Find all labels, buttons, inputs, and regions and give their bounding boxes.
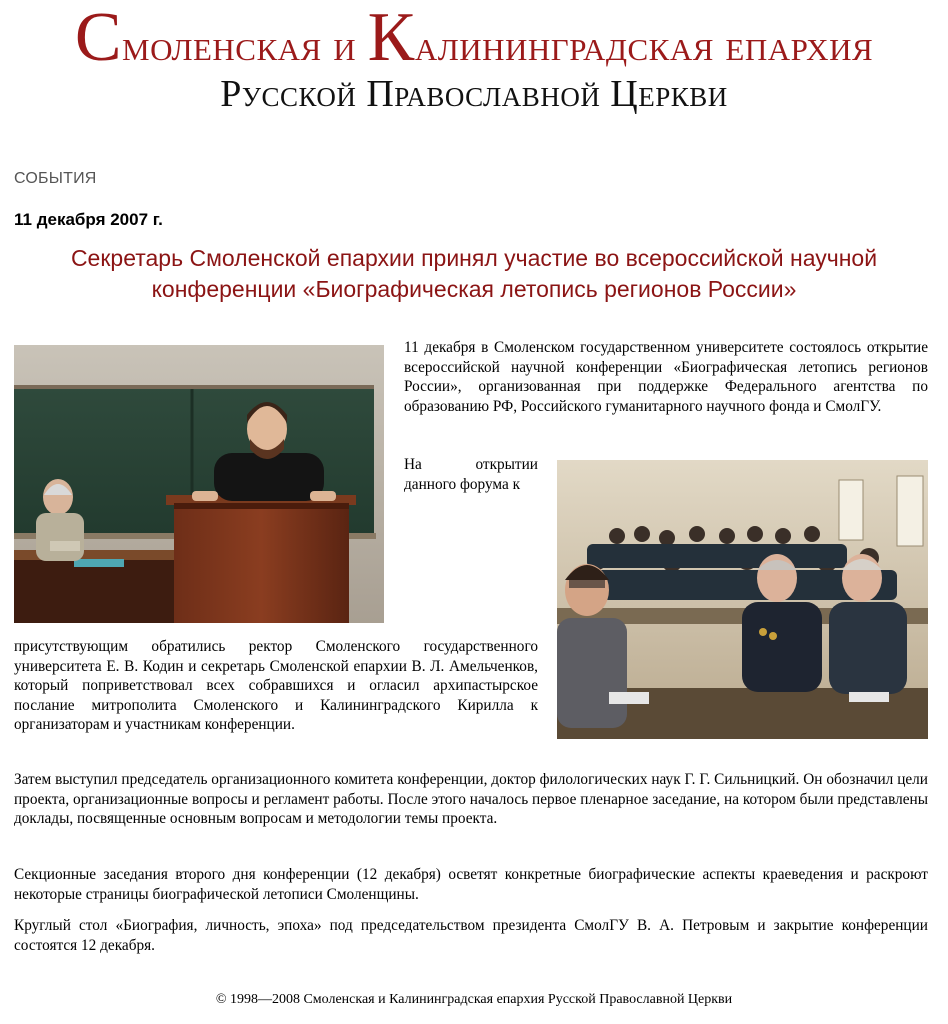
section-label[interactable]: СОБЫТИЯ	[14, 170, 97, 187]
masthead-initial-k: К	[367, 0, 415, 76]
article-date: 11 декабря 2007 г.	[14, 210, 163, 229]
photo-conference-audience	[557, 460, 928, 739]
article-paragraph-6: Круглый стол «Биография, личность, эпоха» под председательством президента СмолГУ В. А. Петровым и закрытие конференции состоятся 12 декабря.	[14, 917, 928, 954]
masthead-text-1: моленская и	[122, 21, 368, 70]
article-paragraph-1: 11 декабря в Смоленском государственном университете состоялось открытие всероссийской научной конференции «Биографическая летопись регионов России», организованная при поддержке Федерального агентства по образованию РФ, Российского гуманитарного научного фонда и СмолГУ.	[404, 339, 928, 415]
article-paragraph-2: На открытии данного форума к	[404, 456, 538, 493]
article-paragraph-5: Секционные заседания второго дня конференции (12 декабря) осветят конкретные биографические аспекты краеведения и раскроют некоторые страницы биографической летописи Смоленщины.	[14, 866, 928, 903]
photo-speaker-illustration	[14, 345, 384, 623]
article-paragraph-3: присутствующим обратились ректор Смоленского государственного университета Е. В. Кодин и секретарь Смоленской епархии В. Л. Амельченков, который поприветствовал всех собравшихся и огласил архипастырское послание митрополита Смоленского и Калининградского Кирилла к организаторам и участникам конференции.	[14, 638, 538, 734]
masthead-text-2: алининградская епархия	[414, 21, 874, 70]
photo-speaker-at-lectern	[14, 345, 384, 623]
masthead-title-line2: Русской Православной Церкви	[220, 73, 728, 115]
photo-audience-illustration	[557, 460, 928, 739]
site-masthead[interactable]	[0, 0, 948, 130]
article-paragraph-4: Затем выступил председатель организационного комитета конференции, доктор филологических наук Г. Г. Сильницкий. Он обозначил цели проекта, организационные вопросы и регламент работы. После этого началось первое пленарное заседание, на котором были представлены доклады, посвященные основным вопросам и методологии темы проекта.	[14, 771, 928, 828]
article-headline: Секретарь Смоленской епархии принял участие во всероссийской научной конференции «Биографическая летопись регионов России»	[70, 245, 878, 302]
masthead-initial-s: С	[74, 0, 123, 76]
page-footer: © 1998—2008 Смоленская и Калининградская епархия Русской Православной Церкви	[215, 992, 733, 1007]
